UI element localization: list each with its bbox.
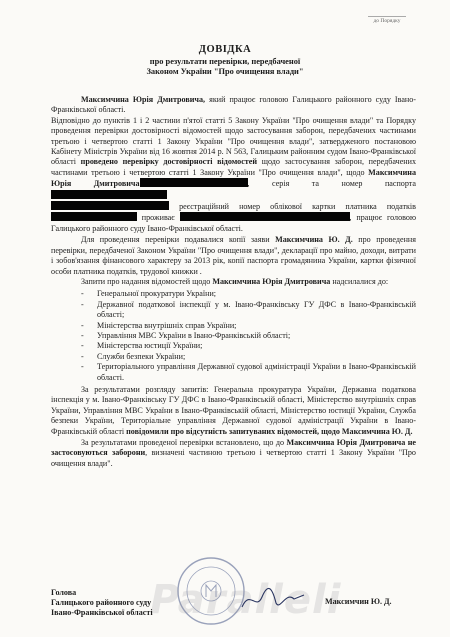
redaction-block (140, 178, 248, 187)
list-item: - Територіального управління Державної судової адміністрації України в Івано-Франківській області. (81, 362, 416, 383)
subject-name: Максимчина Юрія Дмитровича, (81, 95, 206, 104)
paragraph-requests: Запити про надання відомостей щодо Максимчина Юрія Дмитровича надсилалися до: (81, 276, 389, 286)
list-item: - Міністерства внутрішніх справ України; (81, 321, 416, 331)
organizations-list (51, 289, 416, 383)
signature-line: Івано-Франківської області (51, 608, 153, 618)
paragraph-verification: Відповідно до пунктів 1 і 2 частини п'ятої статті 5 Закону України "Про очищення влади" та Порядку проведення перевірки достовірності відомостей щодо застосування заборон, передбачених частинами третьою і четвертою статті 1 Закону України "Про очищення влади", затвердженого постановою Кабінету Міністрів України від 16 жовтня 2014 р. N 563, Галицьким районним судом Івано-Франківської області проведено перевірку достовірності відомостей щодо застосування заборон, передбачених частинами третьою і четвертою статті 1 Закону України "Про очищення влади", щодо Максимчина Юрія Дмитровича , серія та номер паспорта реєстраційний номер облікової картки платника податків проживає , працює головою Галицького районного суду Івано-Франківської області. (51, 115, 417, 233)
paragraph-conclusion: За результатами проведеної перевірки встановлено, що до Максимчина Юрія Дмитровича не застосовуються заборони, визначені частиною третьою і четвертою статті 1 Закону України "Про очищення влади". (51, 438, 416, 468)
paragraph-subject: Максимчина Юрія Дмитровича, який працює головою Галицького районного суду Івано-Франківської області. (51, 95, 416, 115)
document-subtitle (0, 57, 450, 78)
handwritten-signature (238, 585, 308, 615)
subtitle-line: про результати перевірки, передбаченої (149, 57, 301, 66)
subtitle-line: Законом України "Про очищення влади" (146, 67, 304, 77)
list-item: - Державної податкової інспекції у м. Івано-Франківську ГУ ДФС в Івано-Франківській області; (81, 300, 416, 321)
signature-line: Голова (51, 588, 77, 597)
paragraph-documents: Для проведення перевірки подавалися копії заяви Максимчина Ю. Д. про проведення перевірки, передбаченої Законом України "Про очищення влади", декларації про майно, доходи, витрати і зобов'язання фінансового характеру за 2013 рік, копії паспорта громадянина України, картки фізичної особи платника податків, трудової книжки . (51, 235, 416, 276)
redaction-block (51, 212, 137, 221)
document-title: ДОВІДКА (198, 44, 252, 55)
signer-name: Максимчин Ю. Д. (325, 597, 392, 606)
list-item: - Генеральної прокуратури України; (81, 289, 416, 299)
signature-line: Галицького районного суду (51, 598, 152, 608)
list-item: - Управління МВС України в Івано-Франківській області; (81, 331, 416, 341)
redaction-block (51, 201, 169, 210)
corner-note: до Порядку (368, 10, 406, 25)
list-item: - Міністерства юстиції України; (81, 341, 416, 351)
watermark-logo: Paralleli (150, 577, 342, 623)
paragraph-results: За результатами розгляду запитів: Генеральна прокуратура України, Державна податкова інспекція у м. Івано-Франківську ГУ ДФС в Івано-Франківській області, Міністерство внутрішніх справ України, Управління МВС України в Івано-Франківській області, Міністерство юстиції України, Служба безпеки України, Територіальне управління Державної судової адміністрації України в Івано-Франківській області повідомили про відсутність запитуваних відомостей, щодо Максимчина Ю. Д. (51, 384, 416, 436)
signature-block (51, 588, 153, 619)
document-body (51, 95, 416, 469)
redaction-block (180, 212, 350, 221)
redaction-block (51, 190, 167, 199)
list-item: - Служби безпеки України; (81, 352, 416, 362)
